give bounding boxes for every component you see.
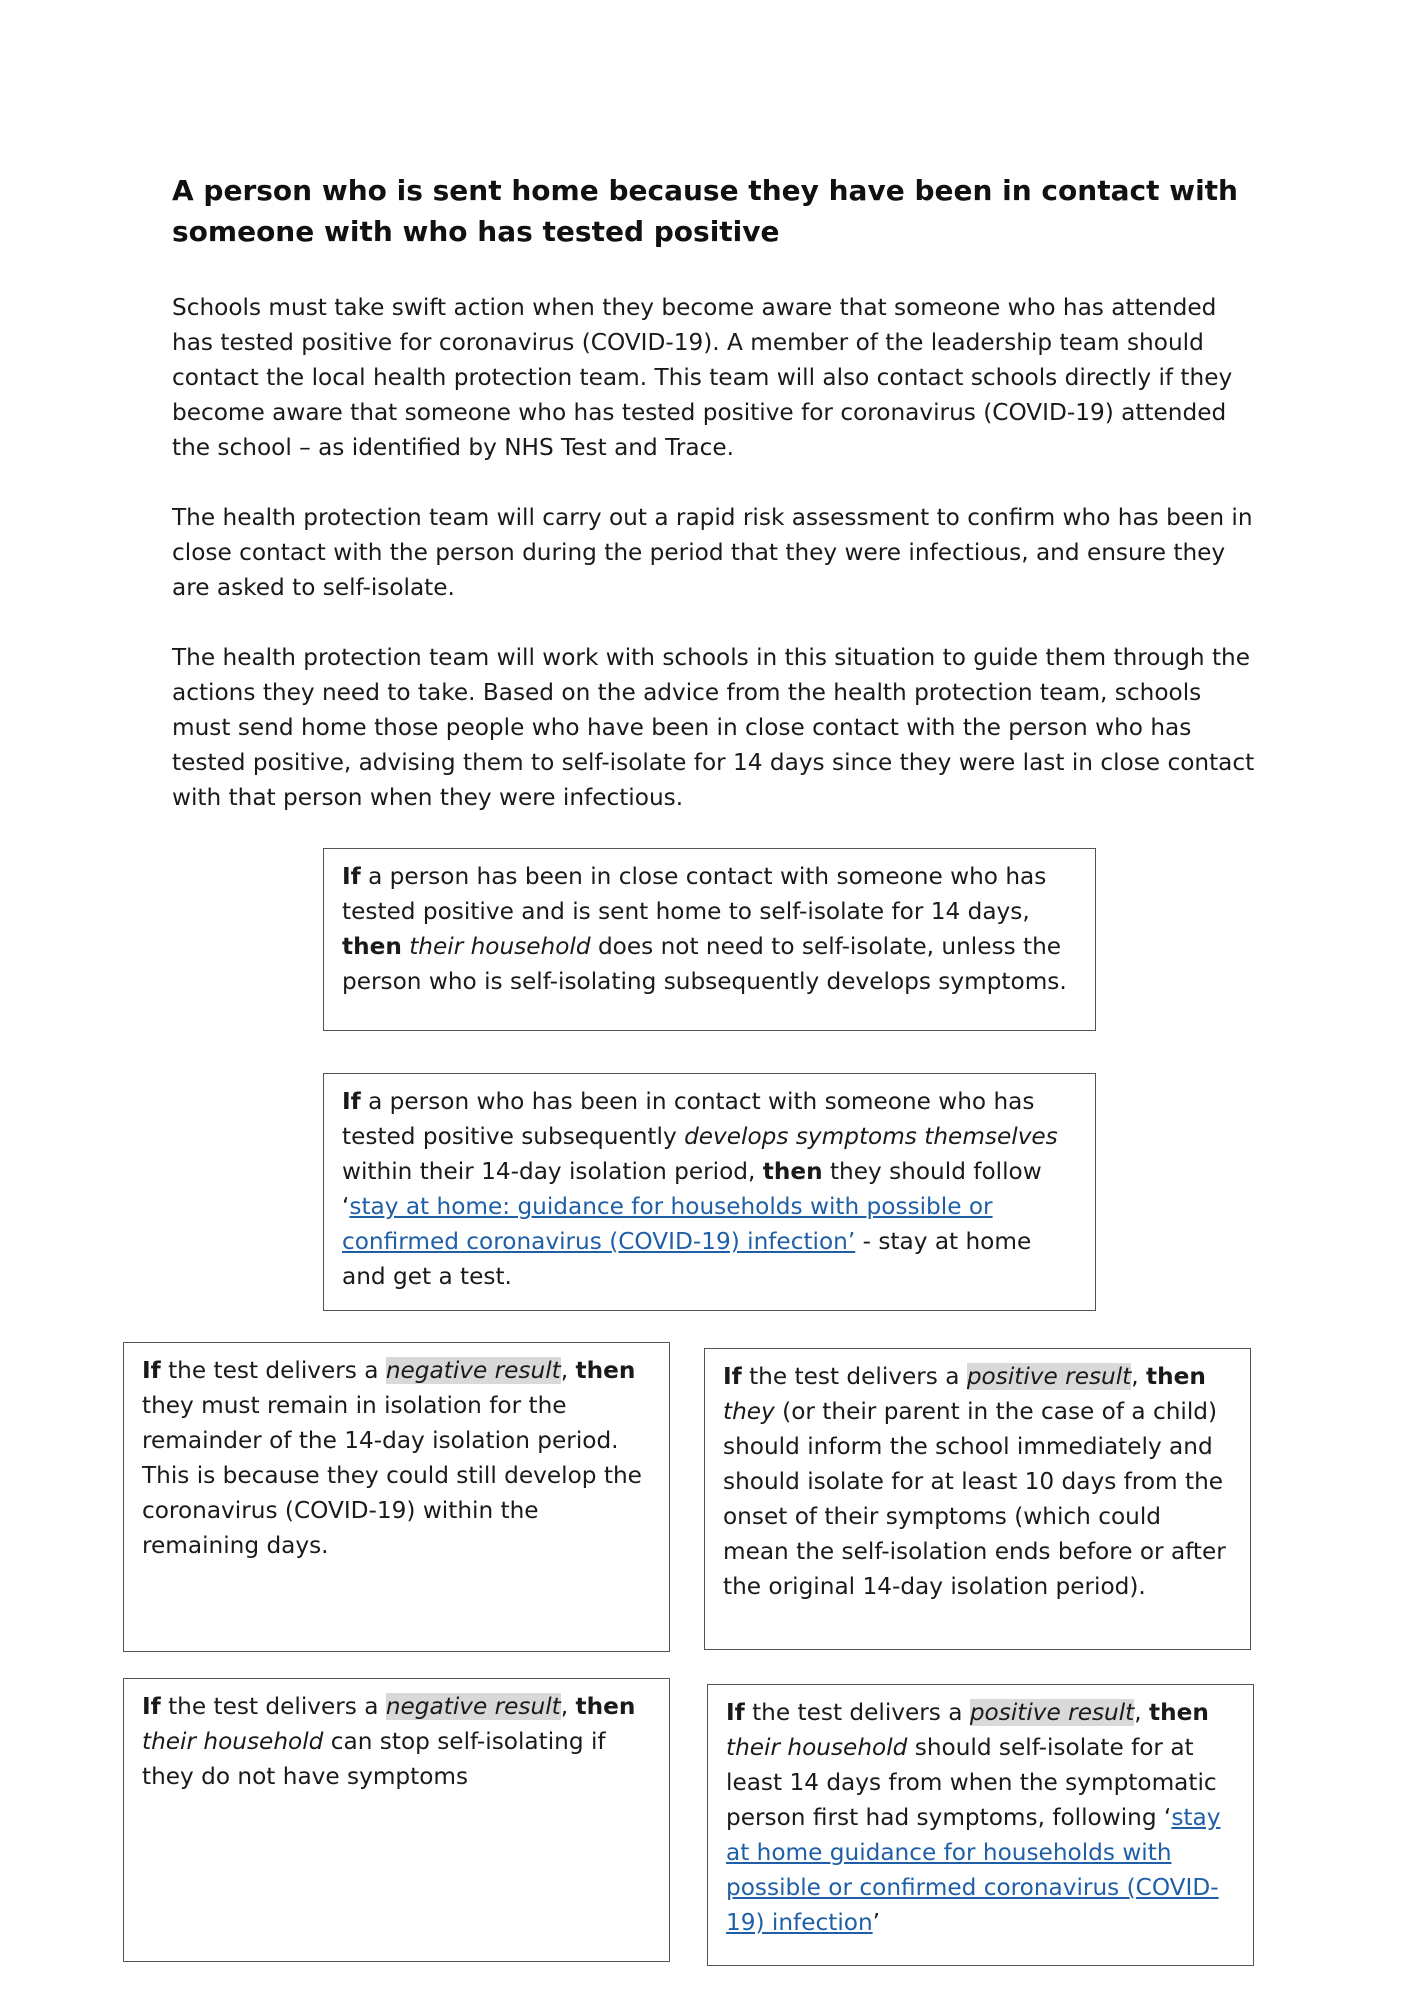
develops-symptoms-box <box>323 1073 1096 1311</box>
stay-at-home-guidance-link[interactable]: stay at home: guidance for households with possible or confirmed coronavirus (COVID-19) infection’ <box>342 1193 993 1255</box>
text-span: , <box>560 1357 576 1384</box>
emphasis-text: their household <box>409 933 591 960</box>
negative-result-household-text <box>142 1689 651 1794</box>
text-span: the test delivers a <box>160 1693 386 1720</box>
if-keyword: If <box>342 863 361 890</box>
text-span: , <box>1131 1363 1147 1390</box>
then-keyword: then <box>575 1693 636 1720</box>
paragraph-schools-action: Schools must take swift action when they become aware that someone who has attended has tested positive for coronavirus (COVID-19). A member of the leadership team should contact the local health protection team. This team will also contact schools directly if they become aware that someone who has tested positive for coronavirus (COVID-19) attended the school – as identified by NHS Test and Trace. <box>172 294 1233 461</box>
negative-result-person-box <box>123 1342 670 1652</box>
if-keyword: If <box>142 1693 161 1720</box>
paragraph-risk-assessment: The health protection team will carry out a rapid risk assessment to confirm who has been in close contact with the person during the period that they were infectious, and ensure they are asked to self-isolate. <box>172 504 1253 601</box>
text-span: should self-isolate for at least 14 days from when the symptomatic person first had symptoms, following ‘ <box>726 1734 1217 1831</box>
text-span: (or their parent in the case of a child) should inform the school immediately and should isolate for at least 10 days from the onset of their symptoms (which could mean the self-isolation ends before or after the original 14-day isolation period). <box>723 1398 1226 1600</box>
emphasis-text: develops symptoms themselves <box>684 1123 1058 1150</box>
text-span: a person has been in close contact with someone who has tested positive and is sent home to self-isolate for 14 days, <box>342 863 1047 925</box>
close-contact-box <box>323 848 1096 1031</box>
emphasis-text: they <box>723 1398 775 1425</box>
if-keyword: If <box>726 1699 745 1726</box>
then-keyword: then <box>762 1158 823 1185</box>
positive-result-household-text <box>726 1695 1235 1940</box>
text-span: a person who has been in contact with someone who has tested positive subsequently <box>342 1088 1035 1150</box>
highlighted-result: positive result <box>969 1699 1135 1726</box>
if-keyword: If <box>142 1357 161 1384</box>
text-span: they should follow ‘ <box>342 1158 1042 1220</box>
highlighted-result: positive result <box>966 1363 1132 1390</box>
then-keyword: then <box>1146 1363 1206 1390</box>
text-span: , <box>1134 1699 1150 1726</box>
if-keyword: If <box>723 1363 742 1390</box>
positive-result-person-text <box>723 1359 1232 1604</box>
positive-result-person-box <box>704 1348 1251 1650</box>
text-span: the test delivers a <box>744 1699 970 1726</box>
negative-result-household-box <box>123 1678 670 1962</box>
text-span: ’ <box>872 1909 881 1936</box>
text-span: - stay at home and get a test. <box>342 1228 1032 1290</box>
page-heading: A person who is sent home because they have been in contact with someone with who has tested positive <box>172 174 1238 248</box>
emphasis-text: their household <box>726 1734 908 1761</box>
highlighted-result: negative result <box>385 1357 561 1384</box>
if-keyword: If <box>342 1088 361 1115</box>
text-span: the test delivers a <box>741 1363 967 1390</box>
text-span: the test delivers a <box>160 1357 386 1384</box>
text-span: , <box>560 1693 576 1720</box>
negative-result-person-text <box>142 1353 651 1563</box>
positive-result-household-box <box>707 1684 1254 1966</box>
develops-symptoms-text <box>342 1084 1077 1294</box>
emphasis-text: their household <box>142 1728 324 1755</box>
paragraph-send-home: The health protection team will work with schools in this situation to guide them through the actions they need to take. Based on the advice from the health protection team, schools must send home those people who have been in close contact with the person who has tested positive, advising them to self-isolate for 14 days since they were last in close contact with that person when they were infectious. <box>172 644 1255 811</box>
then-keyword: then <box>342 933 402 960</box>
close-contact-text <box>342 859 1077 999</box>
text-span: can stop self-isolating if they do not have symptoms <box>142 1728 606 1790</box>
text-span: within their 14-day isolation period, <box>342 1158 763 1185</box>
text-span: they must remain in isolation for the remainder of the 14-day isolation period. This is because they could still develop the coronavirus (COVID-19) within the remaining days. <box>142 1392 642 1559</box>
stay-at-home-guidance-link[interactable]: stay at home guidance for households with possible or confirmed coronavirus (COVID-19) infection <box>726 1804 1221 1936</box>
text-span: does not need to self-isolate, unless the person who is self-isolating subsequently develops symptoms. <box>342 933 1067 995</box>
highlighted-result: negative result <box>385 1693 561 1720</box>
then-keyword: then <box>575 1357 636 1384</box>
then-keyword: then <box>1149 1699 1209 1726</box>
